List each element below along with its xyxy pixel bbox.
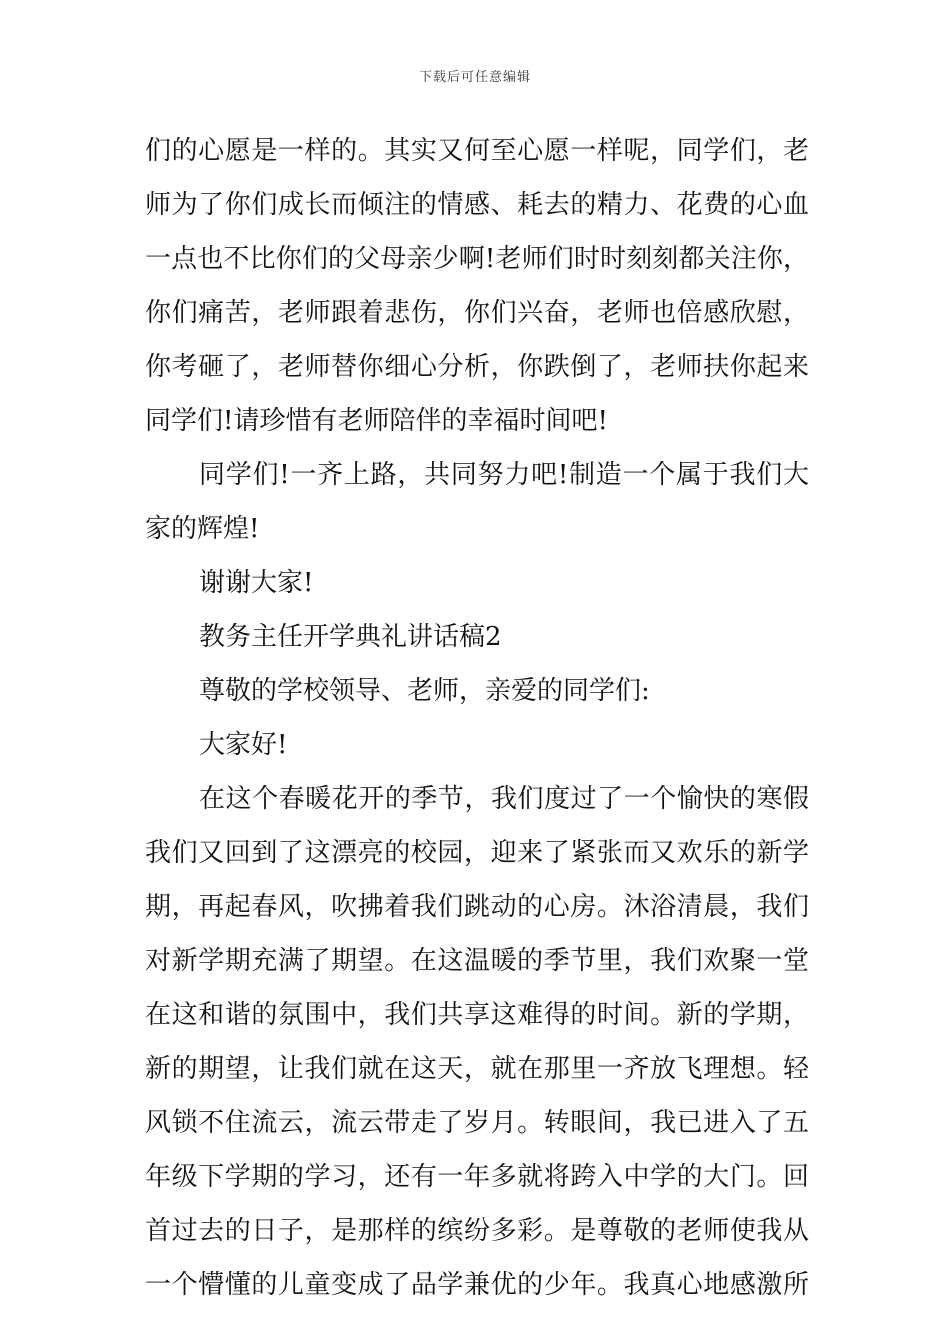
text-line: 在这和谐的氛围中，我们共享这难得的时间。新的学期， bbox=[145, 1000, 809, 1030]
text-line: 一个懵懂的儿童变成了品学兼优的少年。我真心地感激所 bbox=[145, 1270, 809, 1300]
text-line: 年级下学期的学习，还有一年多就将跨入中学的大门。回 bbox=[145, 1162, 809, 1192]
text-line: 们的心愿是一样的。其实又何至心愿一样呢，同学们，老 bbox=[145, 136, 809, 166]
text-line: 大家好! bbox=[199, 730, 288, 760]
text-line: 尊敬的学校领导、老师，亲爱的同学们: bbox=[199, 676, 650, 706]
document-body bbox=[145, 124, 809, 1312]
text-line: 谢谢大家! bbox=[199, 568, 314, 598]
text-line: 一点也不比你们的父母亲少啊!老师们时时刻刻都关注你， bbox=[145, 244, 809, 274]
text-line: 家的辉煌! bbox=[145, 514, 260, 544]
text-line: 期，再起春风，吹拂着我们跳动的心房。沐浴清晨，我们 bbox=[145, 892, 809, 922]
text-line: 风锁不住流云，流云带走了岁月。转眼间，我已进入了五 bbox=[145, 1108, 809, 1138]
text-line: 同学们!请珍惜有老师陪伴的幸福时间吧! bbox=[145, 406, 608, 436]
text-line: 在这个春暖花开的季节，我们度过了一个愉快的寒假 bbox=[199, 784, 809, 814]
text-line: 首过去的日子，是那样的缤纷多彩。是尊敬的老师使我从 bbox=[145, 1216, 809, 1246]
page-header-note: 下载后可任意编辑 bbox=[418, 70, 531, 85]
text-line: 对新学期充满了期望。在这温暖的季节里，我们欢聚一堂 bbox=[145, 946, 809, 976]
text-line: 你们痛苦，老师跟着悲伤，你们兴奋，老师也倍感欣慰， bbox=[145, 298, 809, 328]
text-line: 我们又回到了这漂亮的校园，迎来了紧张而又欢乐的新学 bbox=[145, 838, 809, 868]
text-line: 教务主任开学典礼讲话稿2 bbox=[199, 622, 502, 652]
text-line: 师为了你们成长而倾注的情感、耗去的精力、花费的心血 bbox=[145, 190, 809, 220]
text-line: 你考砸了，老师替你细心分析，你跌倒了，老师扶你起来 bbox=[145, 352, 809, 382]
text-line: 新的期望，让我们就在这天，就在那里一齐放飞理想。轻 bbox=[145, 1054, 809, 1084]
text-line: 同学们!一齐上路，共同努力吧!制造一个属于我们大 bbox=[199, 460, 809, 490]
